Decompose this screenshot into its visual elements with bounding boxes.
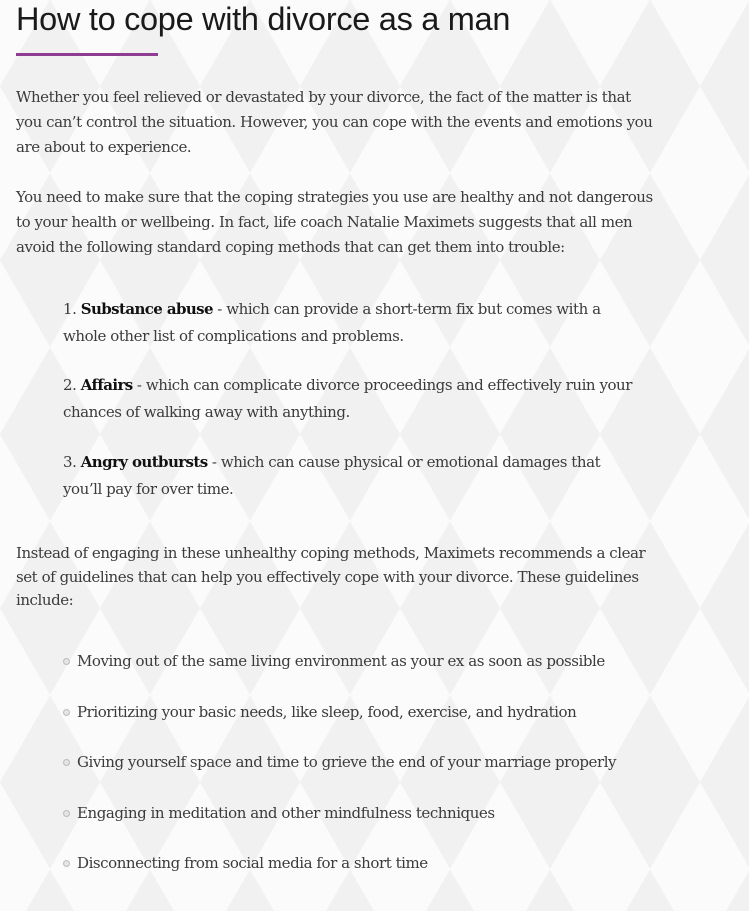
article [16, 0, 656, 872]
coping-strategies-paragraph: You need to make sure that the coping strategies you use are healthy and not dangerous to your health or wellbeing. In fact, life coach Natalie Maximets suggests that all men avoid the following standard coping methods that can get them into trouble: [16, 188, 653, 256]
item-term: Angry outbursts [80, 453, 208, 471]
guideline-text: Engaging in meditation and other mindfulness techniques [77, 804, 495, 822]
avoid-method-item [63, 296, 643, 350]
bullet-dot-icon [63, 759, 70, 766]
guideline-text: Prioritizing your basic needs, like sleep, food, exercise, and hydration [77, 703, 577, 721]
item-description: - which can complicate divorce proceedings and effectively ruin your chances of walking away with anything. [63, 376, 632, 421]
intro-paragraph: Whether you feel relieved or devastated by your divorce, the fact of the matter is that you can’t control the situation. However, you can cope with the events and emotions you are about to experience. [16, 88, 653, 156]
bullet-dot-icon [63, 709, 70, 716]
guideline-list-item [63, 852, 428, 874]
item-term: Substance abuse [80, 300, 213, 318]
guideline-list-item [63, 802, 495, 824]
item-description: - which can cause physical or emotional damages that you’ll pay for over time. [63, 453, 601, 498]
item-number: 1. [63, 300, 77, 318]
item-term: Affairs [80, 376, 133, 394]
bullet-dot-icon [63, 658, 70, 665]
item-number: 3. [63, 453, 77, 471]
guideline-text: Giving yourself space and time to grieve the end of your marriage properly [77, 753, 617, 771]
item-description: - which can provide a short-term fix but comes with a whole other list of complications and problems. [63, 300, 601, 345]
avoid-method-item [63, 372, 643, 426]
bullet-dot-icon [63, 810, 70, 817]
guideline-text: Disconnecting from social media for a short time [77, 854, 428, 872]
guideline-text: Moving out of the same living environment as your ex as soon as possible [77, 652, 605, 670]
article-title: How to cope with divorce as a man [16, 1, 511, 37]
avoid-method-item [63, 449, 643, 503]
bullet-dot-icon [63, 860, 70, 867]
guidelines-intro-paragraph: Instead of engaging in these unhealthy coping methods, Maximets recommends a clear set of guidelines that can help you effectively cope with your divorce. These guidelines include: [16, 544, 646, 609]
guideline-list-item [63, 701, 576, 723]
guideline-list-item [63, 650, 605, 672]
guideline-list-item [63, 751, 616, 773]
title-underline-accent [16, 53, 158, 56]
item-number: 2. [63, 376, 77, 394]
